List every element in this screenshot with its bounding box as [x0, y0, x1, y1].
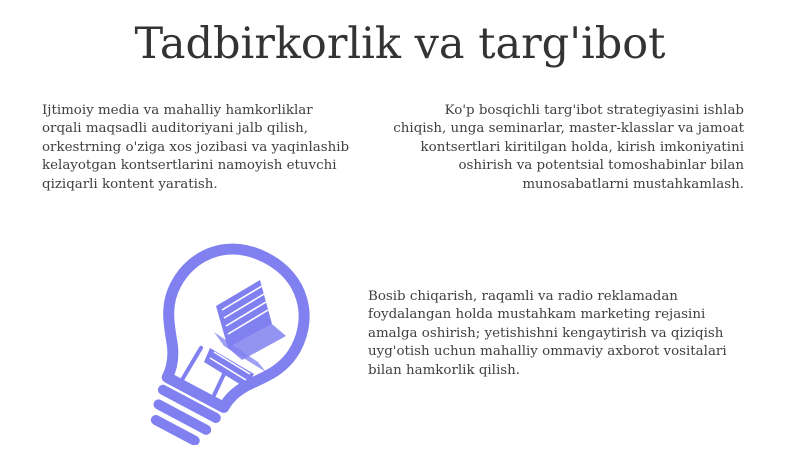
- slide-title: Tadbirkorlik va targ'ibot: [134, 19, 666, 69]
- paragraph-marketing-plan: Bosib chiqarish, raqamli va radio reklamadan foydalangan holda mustahkam marketing rejasini amalga oshirish; yetishishni kengaytirish va qiziqish uyg'otish uchun mahalliy ommaviy axborot vositalari bilan hamkorlik qilish.: [368, 289, 727, 378]
- paragraph-outreach-strategy: Ko'p bosqichli targ'ibot strategiyasini ishlab chiqish, unga seminarlar, master-klasslar va jamoat kontsertlari kiritilgan holda, kirish imkoniyatini oshirish va potentsial tomoshabinlar bilan munosabatlarni mustahkamlash.: [393, 103, 744, 192]
- lightbulb-book-icon: [96, 240, 326, 445]
- paragraph-social-media: Ijtimoiy media va mahalliy hamkorliklar orqali maqsadli auditoriyani jalb qilish, orkestrning o'ziga xos jozibasi va yaqinlashib kelayotgan kontsertlarini namoyish etuvchi qiziqarli kontent yaratish.: [42, 103, 350, 192]
